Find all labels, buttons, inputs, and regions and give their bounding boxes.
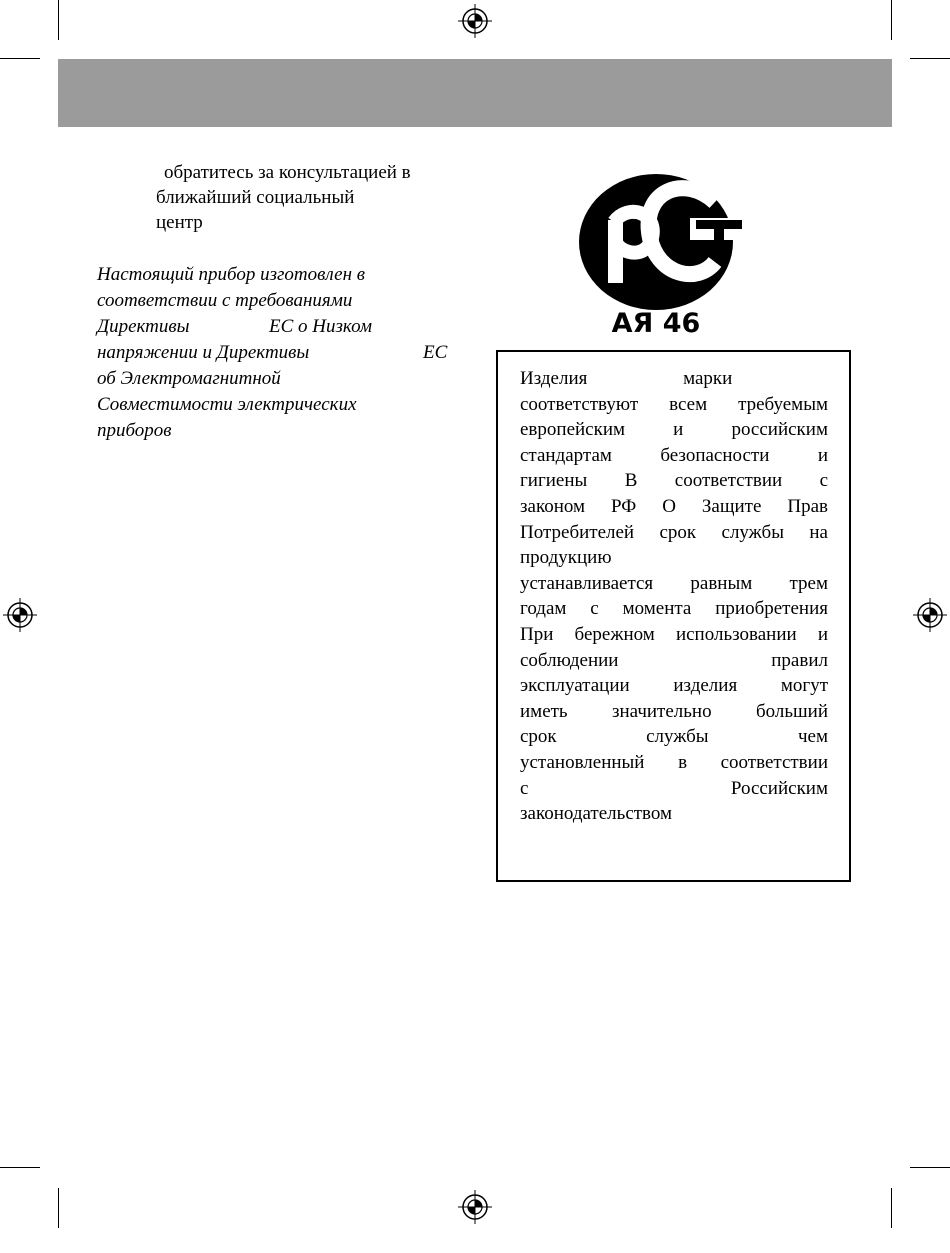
directive-line: Совместимости электрических — [97, 394, 357, 415]
notice-word: марки — [683, 368, 733, 389]
notice-word: с — [819, 470, 828, 492]
notice-word: иметь — [520, 700, 568, 722]
directive-line: Настоящий прибор изготовлен в — [97, 264, 366, 285]
crop-mark-top-left-horizontal — [0, 58, 40, 59]
notice-line — [520, 596, 828, 622]
notice-word: и — [817, 623, 828, 645]
consultation-line: центр — [156, 212, 203, 233]
directive-line: об Электромагнитной — [97, 368, 281, 389]
crop-mark-bottom-right-horizontal — [910, 1167, 950, 1168]
notice-word: изделия — [673, 675, 738, 697]
registration-mark-top-icon — [458, 4, 492, 38]
notice-word: использовании — [675, 623, 797, 645]
directive-line: соответствии с требованиями — [97, 290, 353, 311]
pct-certification-logo-icon — [570, 160, 750, 340]
service-life-notice-box — [496, 350, 851, 882]
consultation-line: ближайший социальный — [156, 187, 355, 208]
notice-word: При — [520, 623, 554, 645]
notice-word: требуемым — [738, 393, 828, 415]
header-band — [58, 59, 892, 127]
directive-word: ЕС — [423, 342, 448, 363]
notice-line — [520, 571, 828, 597]
notice-word: службы — [646, 726, 709, 748]
notice-word: срок — [659, 521, 697, 543]
crop-mark-top-right-vertical — [891, 0, 892, 40]
notice-line — [520, 366, 828, 392]
notice-word: Прав — [787, 495, 828, 517]
notice-word: с — [590, 598, 599, 620]
notice-word: всем — [669, 393, 708, 415]
directive-line — [97, 340, 457, 366]
crop-mark-top-left-vertical — [58, 0, 59, 40]
notice-word: чем — [797, 726, 828, 748]
notice-line — [520, 648, 828, 674]
crop-mark-bottom-left-horizontal — [0, 1167, 40, 1168]
notice-word: и — [673, 419, 684, 441]
notice-word: продукцию — [520, 547, 612, 569]
notice-word: гигиены — [520, 470, 588, 492]
service-life-notice-text — [520, 366, 828, 827]
crop-mark-bottom-right-vertical — [891, 1188, 892, 1228]
notice-word: равным — [690, 572, 753, 594]
notice-word: значительно — [611, 700, 712, 722]
directive-word: Директивы — [97, 316, 190, 337]
notice-word: службы — [721, 521, 784, 543]
notice-word: бережном — [574, 623, 655, 645]
registration-mark-left-icon — [3, 598, 37, 632]
notice-line — [520, 699, 828, 725]
notice-word: Защите — [701, 495, 762, 517]
directive-word: напряжении и Директивы — [97, 342, 310, 363]
registration-mark-bottom-icon — [458, 1190, 492, 1224]
notice-word: на — [809, 521, 828, 543]
directive-line — [97, 314, 457, 340]
notice-word: и — [817, 444, 828, 466]
notice-word: европейским — [520, 419, 626, 441]
notice-word: установленный — [520, 751, 645, 773]
consultation-line: обратитесь за консультацией в — [164, 162, 411, 183]
notice-line — [520, 468, 828, 494]
certification-code: АЯ 46 — [611, 308, 701, 339]
notice-word: соответствии — [674, 470, 783, 492]
consultation-note — [156, 160, 476, 235]
notice-line — [520, 545, 828, 571]
notice-line — [520, 417, 828, 443]
notice-word: момента — [622, 598, 692, 620]
notice-line — [520, 801, 828, 827]
notice-word: законом — [520, 495, 586, 517]
notice-word: стандартам — [520, 444, 612, 466]
notice-line — [520, 494, 828, 520]
directive-compliance-text — [97, 262, 457, 444]
notice-line — [520, 520, 828, 546]
notice-word: Изделия — [520, 368, 588, 389]
notice-line — [520, 776, 828, 802]
notice-word: российским — [731, 419, 828, 441]
notice-word: правил — [771, 649, 828, 671]
notice-line — [520, 724, 828, 750]
notice-word: безопасности — [660, 444, 770, 466]
notice-word: Российским — [730, 777, 828, 799]
notice-line — [520, 443, 828, 469]
notice-word: годам — [520, 598, 567, 620]
notice-word: В — [624, 470, 638, 492]
directive-word: ЕС о Низком — [269, 316, 372, 337]
notice-word: Потребителей — [520, 521, 635, 543]
notice-word: в — [678, 751, 688, 773]
notice-word: РФ — [611, 495, 637, 517]
notice-line — [520, 392, 828, 418]
directive-line: приборов — [97, 420, 172, 441]
notice-word: эксплуатации — [520, 675, 630, 697]
notice-word: могут — [780, 675, 828, 697]
notice-word: приобретения — [715, 598, 828, 620]
notice-word: устанавливается — [520, 572, 654, 594]
crop-mark-bottom-left-vertical — [58, 1188, 59, 1228]
notice-line — [520, 750, 828, 776]
notice-word: срок — [520, 726, 557, 748]
notice-word: соблюдении — [520, 649, 619, 671]
notice-word: соответствуют — [520, 393, 639, 415]
notice-word: трем — [789, 572, 828, 594]
crop-mark-top-right-horizontal — [910, 58, 950, 59]
notice-word: законодательством — [520, 803, 673, 825]
notice-word: больший — [755, 700, 828, 722]
notice-line — [520, 673, 828, 699]
registration-mark-right-icon — [913, 598, 947, 632]
notice-line — [520, 622, 828, 648]
notice-word: соответствии — [720, 751, 828, 773]
notice-word: О — [662, 495, 676, 517]
notice-word: с — [520, 777, 529, 799]
